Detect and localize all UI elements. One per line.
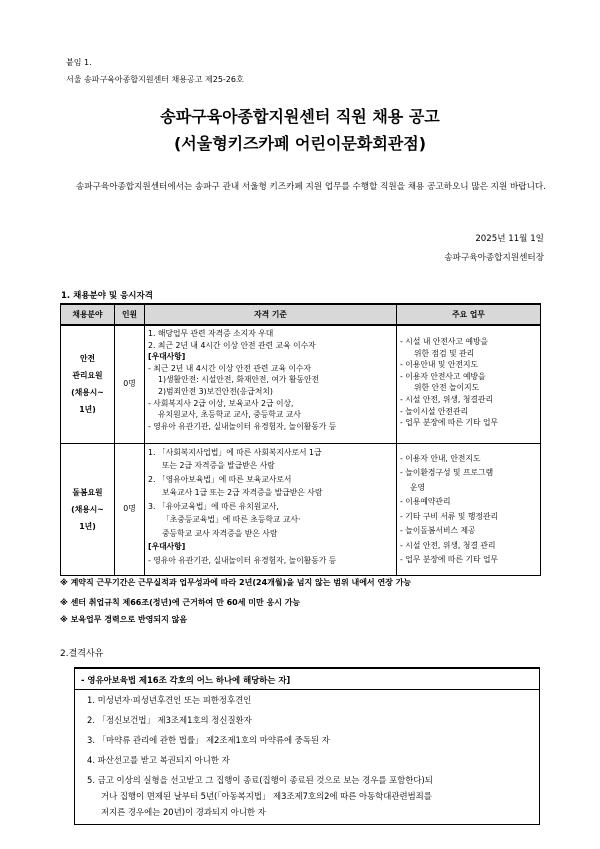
- duty-line: - 시설 안전, 위생, 청결 관리: [400, 540, 496, 550]
- field-line: (채용시~: [71, 504, 104, 514]
- table-header-row: [61, 304, 541, 325]
- duty-line: - 기타 구비 서류 및 행정관리: [400, 511, 499, 521]
- field-line: 돌봄요원: [72, 487, 103, 497]
- qual-preferred-heading: [우대사항]: [148, 542, 186, 551]
- page-subtitle: (서울형키즈카페 어린이문화회관점): [173, 134, 427, 153]
- duty-line: - 업무 분장에 따른 기타 업무: [400, 418, 499, 428]
- issuing-organization: 송파구육아종합지원센터장: [444, 253, 544, 263]
- header-duties: 주요 업무: [397, 304, 541, 325]
- count-safety: 0명: [115, 325, 145, 443]
- count-care: 0명: [115, 443, 145, 575]
- disqualification-item-cont: 저지른 경우에는 20년)이 경과되지 아니한 자: [101, 807, 266, 817]
- duty-line: - 놀이환경구성 및 프로그램: [400, 468, 494, 477]
- qual-line: 1. 「사회복지사업법」에 따른 사회복지사로서 1급: [148, 447, 322, 457]
- duty-line: - 시설 내 안전사고 예방을: [400, 337, 489, 346]
- qual-line: 또는 2급 자격증을 발급받은 사람: [162, 461, 275, 470]
- duties-safety: [397, 325, 541, 443]
- disqualification-heading: - 영유아보육법 제16조 각호의 어느 하나에 해당하는 자]: [81, 675, 291, 685]
- duty-line: - 이용자 안전사고 예방을: [400, 371, 486, 381]
- qual-line: - 영유아 유관기관, 실내놀이터 유경험자, 놀이활동가 등: [148, 555, 337, 565]
- quals-safety: [145, 325, 397, 443]
- qual-line: 1. 해당업무 관련 자격증 소지자 우대: [148, 329, 274, 338]
- table-row-care: [61, 443, 541, 575]
- disqualification-item: 5. 금고 이상의 실형을 선고받고 그 집행이 종료(집행이 종료된 것으로 보는 경우를 포함한다)되: [87, 775, 433, 785]
- duty-line: - 놀이시설 안전관리: [400, 406, 469, 416]
- field-line: (채용시~: [71, 388, 104, 398]
- section2-title: 2.결격사유: [60, 649, 104, 659]
- duty-line: 운영: [410, 482, 426, 492]
- disqualification-box: [74, 667, 540, 825]
- qual-line: 중등학교 교사 자격증을 받은 사람: [162, 528, 278, 538]
- note-contract-period: ※ 계약직 근무기간은 근무실적과 업무성과에 따라 2년(24개월)을 넘지 않는 범위 내에서 연장 가능: [60, 578, 412, 587]
- disqualification-item-cont: 거나 집행이 면제된 날부터 5년(「아동복지법」 제3조제7호의2에 따른 아동학대관련범죄를: [101, 791, 432, 801]
- note-age-limit: ※ 센터 취업규칙 제66조(정년)에 근거하여 만 60세 미만 응시 가능: [60, 598, 301, 607]
- field-line: 1년): [79, 521, 96, 531]
- duty-line: 위한 안전 놀이지도: [414, 383, 480, 393]
- quals-care: [145, 443, 397, 575]
- disqualification-item: 4. 파산선고를 받고 복권되지 아니한 자: [87, 755, 230, 765]
- field-care: [61, 443, 115, 575]
- duty-line: - 업무 분장에 따른 기타 업무: [400, 555, 499, 564]
- field-safety: [61, 325, 115, 443]
- recruitment-table: [60, 303, 541, 576]
- field-line: 안전: [79, 354, 96, 364]
- qual-line: 「초중등교육법」에 따른 초등학교 교사·: [162, 515, 301, 524]
- duties-care: [397, 443, 541, 575]
- notice-number: 서울 송파구육아종합지원센터 채용공고 제25-26호: [66, 75, 244, 84]
- field-line: 1년): [79, 405, 96, 415]
- header-field: 채용분야: [61, 304, 115, 325]
- header-qualification: 자격 기준: [145, 304, 397, 325]
- disqualification-item: 1. 미성년자·피성년후견인 또는 피한정후견인: [87, 695, 252, 705]
- page-title: 송파구육아종합지원센터 직원 채용 공고: [160, 107, 440, 126]
- duty-line: - 놀이돌봄서비스 제공: [400, 526, 476, 535]
- duty-line: - 시설 안전, 위생, 청결관리: [400, 394, 494, 404]
- table-row-safety: [61, 325, 541, 443]
- qual-line: 보육교사 1급 또는 2급 자격증을 발급받은 사람: [162, 488, 323, 497]
- notice-date: 2025년 11월 1일: [475, 234, 544, 244]
- qual-line: 2)범죄안전 3)보건안전(응급처치): [158, 386, 273, 396]
- duty-line: - 이용예약관리: [400, 497, 451, 506]
- header-count: 인원: [115, 304, 145, 325]
- qual-line: 2. 최근 2년 내 4시간 이상 안전 관련 교육 이수자: [148, 340, 316, 350]
- duty-line: - 이용자 안내, 안전지도: [400, 453, 481, 463]
- qual-line: - 사회복지사 2급 이상, 보육교사 2급 이상,: [148, 398, 294, 408]
- intro-paragraph: 송파구육아종합지원센터에서는 송파구 관내 서울형 키즈카페 지원 업무를 수행할 직원을 채용 공고하오니 많은 지원 바랍니다.: [76, 182, 546, 192]
- disqualification-item: 3. 「마약류 관리에 관한 법률」 제2조제1호의 마약류에 중독된 자: [87, 735, 330, 745]
- disqualification-item: 2. 「정신보건법」 제3조제1호의 정신질환자: [87, 715, 252, 725]
- qual-line: 2. 「영유아보육법」에 따른 보육교사로서: [148, 474, 292, 484]
- section1-title: 1. 채용분야 및 응시자격: [61, 291, 153, 301]
- qual-line: 유치원교사, 초등학교 교사, 중등학교 교사: [158, 410, 301, 420]
- attachment-label: 붙임 1.: [66, 58, 92, 67]
- divider: [75, 689, 539, 690]
- duty-line: - 이용안내 및 안전지도: [400, 360, 479, 370]
- note-career: ※ 보육업무 경력으로 반영되지 않음: [60, 615, 188, 624]
- qual-line: 3. 「유아교육법」에 따른 유치원교사,: [148, 501, 279, 511]
- qual-line: - 최근 2년 내 4시간 이상 안전 관련 교육 이수자: [148, 363, 312, 373]
- duty-line: 위한 점검 및 관리: [414, 348, 475, 358]
- qual-line: 1)생활안전: 시설안전, 화재안전, 여가 활동안전: [158, 375, 320, 385]
- qual-line: - 영유아 유관기관, 실내놀이터 유경험자, 놀이활동가 등: [148, 421, 337, 431]
- qual-preferred-heading: [우대사항]: [148, 352, 186, 362]
- field-line: 관리요원: [72, 371, 103, 381]
